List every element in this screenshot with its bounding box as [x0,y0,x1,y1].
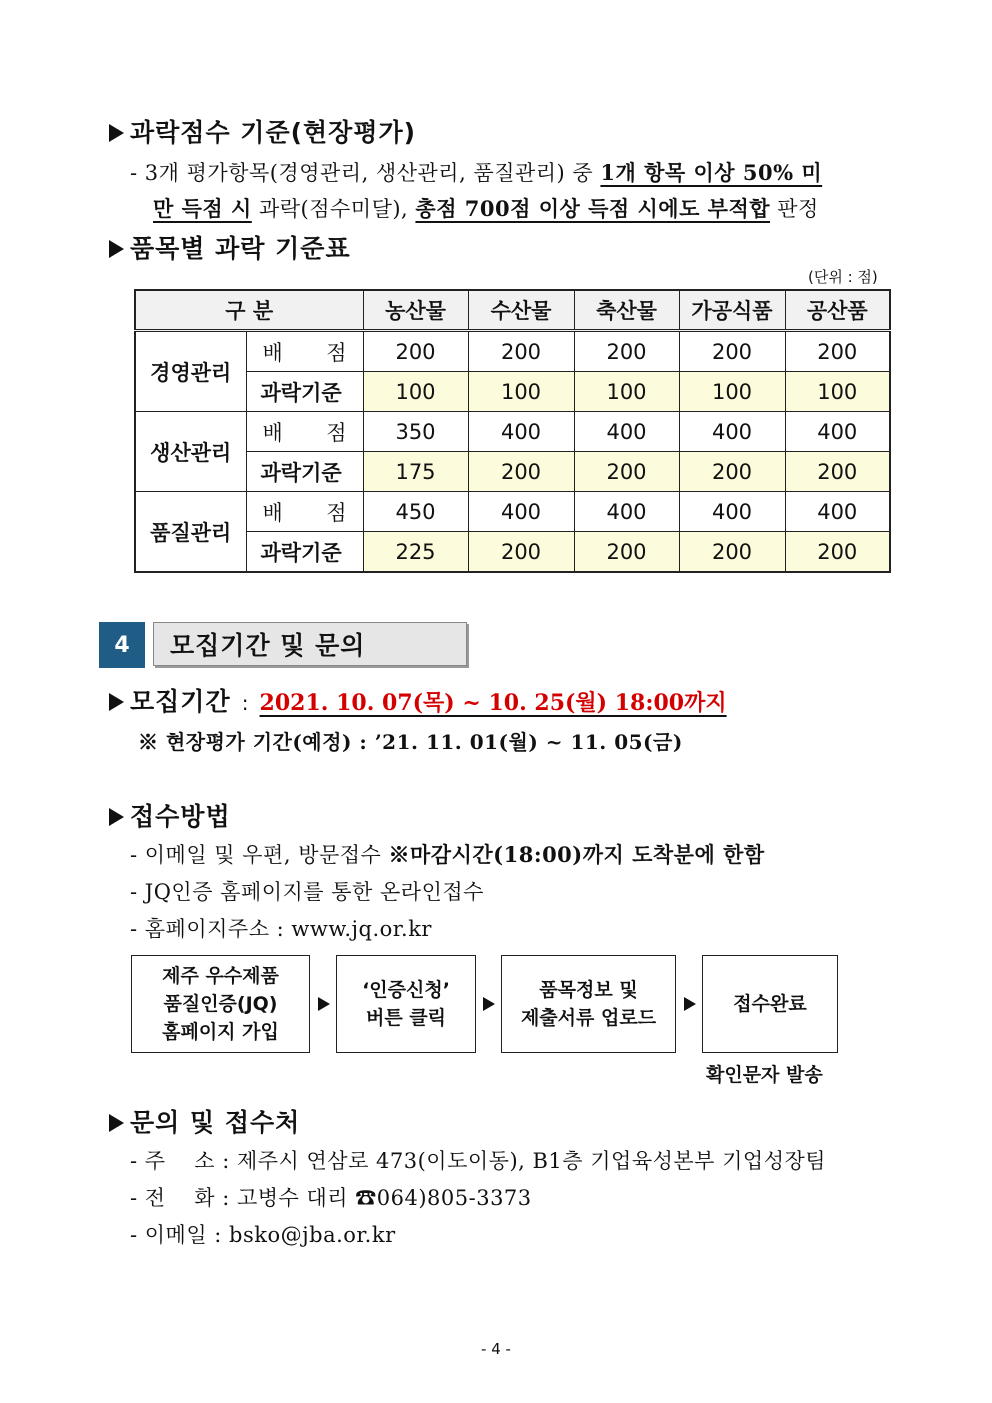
receipt-line-3: - 홈페이지주소 : www.jq.or.kr [130,917,432,941]
arrow-right-icon [483,997,495,1011]
table-cell: 400 [785,412,890,452]
receipt-line-2: - JQ인증 홈페이지를 통한 온라인접수 [130,880,484,904]
table-row [135,452,890,492]
table-cell: 400 [468,492,574,532]
table-cell: 450 [363,492,468,532]
table-cell: 400 [574,492,679,532]
table-cell: 200 [785,532,890,573]
fail-criteria-table [134,289,891,573]
table-cell: 200 [785,452,890,492]
flow-step-signup: 제주 우수제품 품질인증(JQ) 홈페이지 가입 [131,955,310,1053]
table-cell: 200 [468,452,574,492]
arrow-right-icon [318,997,330,1011]
fail-criteria-line-2: 만 득점 시 과락(점수미달), 총점 700점 이상 득점 시에도 부적합 판정 [153,196,819,221]
recruit-period-value: 2021. 10. 07(목) ~ 10. 25(월) 18:00까지 [259,690,727,716]
score-label: 배 점 [246,331,363,372]
contact-email: - 이메일 : bsko@jba.or.kr [130,1223,396,1247]
table-cell: 350 [363,412,468,452]
recruit-period-line: 모집기간 : 2021. 10. 07(목) ~ 10. 25(월) 18:00까지 [109,682,727,718]
table-cell: 200 [468,532,574,573]
header-livestock: 축산물 [574,290,679,331]
table-cell: 200 [679,331,785,372]
table-cell: 200 [363,331,468,372]
table-cell: 400 [679,492,785,532]
table-row [135,331,890,372]
table-cell: 200 [574,331,679,372]
group-name: 생산관리 [135,412,246,492]
header-agri: 농산물 [363,290,468,331]
table-cell: 400 [785,492,890,532]
header-category: 구 분 [135,290,363,331]
section-heading-fail-criteria: 과락점수 기준(현장평가) [109,113,416,149]
table-cell: 100 [679,372,785,412]
table-cell: 175 [363,452,468,492]
header-processed-food: 가공식품 [679,290,785,331]
section-number-badge: 4 [99,622,145,668]
receipt-line-1: - 이메일 및 우편, 방문접수 ※마감시간(18:00)까지 도착분에 한함 [130,842,765,867]
header-fishery: 수산물 [468,290,574,331]
triangle-bullet-icon [109,240,124,258]
table-row [135,372,890,412]
group-name: 품질관리 [135,492,246,573]
score-label: 배 점 [246,412,363,452]
header-industrial: 공산품 [785,290,890,331]
flow-step-complete: 접수완료 [702,955,838,1053]
table-cell: 225 [363,532,468,573]
cut-label: 과락기준 [246,372,363,412]
table-cell: 100 [574,372,679,412]
table-cell: 100 [785,372,890,412]
page-number: - 4 - [481,1340,511,1358]
group-name: 경영관리 [135,331,246,412]
triangle-bullet-icon [109,124,124,142]
table-cell: 200 [468,331,574,372]
cut-label: 과락기준 [246,452,363,492]
table-cell: 200 [679,452,785,492]
fail-criteria-line-1: - 3개 평가항목(경영관리, 생산관리, 품질관리) 중 1개 항목 이상 50% 미 [130,160,823,185]
section-heading-item-table: 품목별 과락 기준표 [109,229,351,265]
site-eval-period-note: ※ 현장평가 기간(예정) : ’21. 11. 01(월) ~ 11. 05(금) [138,730,683,754]
table-row [135,492,890,532]
contact-address: - 주 소 : 제주시 연삼로 473(이도이동), B1층 기업육성본부 기업성장팀 [130,1149,827,1173]
triangle-bullet-icon [109,808,124,826]
score-label: 배 점 [246,492,363,532]
flow-note: 확인문자 발송 [706,1064,823,1086]
table-cell: 200 [679,532,785,573]
triangle-bullet-icon [109,693,124,711]
flow-step-upload: 품목정보 및 제출서류 업로드 [501,955,676,1053]
table-cell: 400 [574,412,679,452]
table-cell: 100 [363,372,468,412]
table-cell: 400 [679,412,785,452]
table-cell: 200 [574,532,679,573]
table-cell: 200 [574,452,679,492]
cut-label: 과락기준 [246,532,363,573]
table-cell: 400 [468,412,574,452]
section-heading-receipt: 접수방법 [109,797,231,833]
table-cell: 100 [468,372,574,412]
section-heading-contact: 문의 및 접수처 [109,1103,300,1139]
table-header-row [135,290,890,331]
section-title-box: 모집기간 및 문의 [153,622,467,666]
flow-step-apply-button: ‘인증신청’ 버튼 클릭 [336,955,476,1053]
table-row [135,412,890,452]
arrow-right-icon [684,997,696,1011]
table-row [135,532,890,573]
contact-phone: - 전 화 : 고병수 대리 ☎064)805-3373 [130,1186,532,1210]
triangle-bullet-icon [109,1114,124,1132]
unit-note: (단위 : 점) [808,268,878,286]
table-cell: 200 [785,331,890,372]
